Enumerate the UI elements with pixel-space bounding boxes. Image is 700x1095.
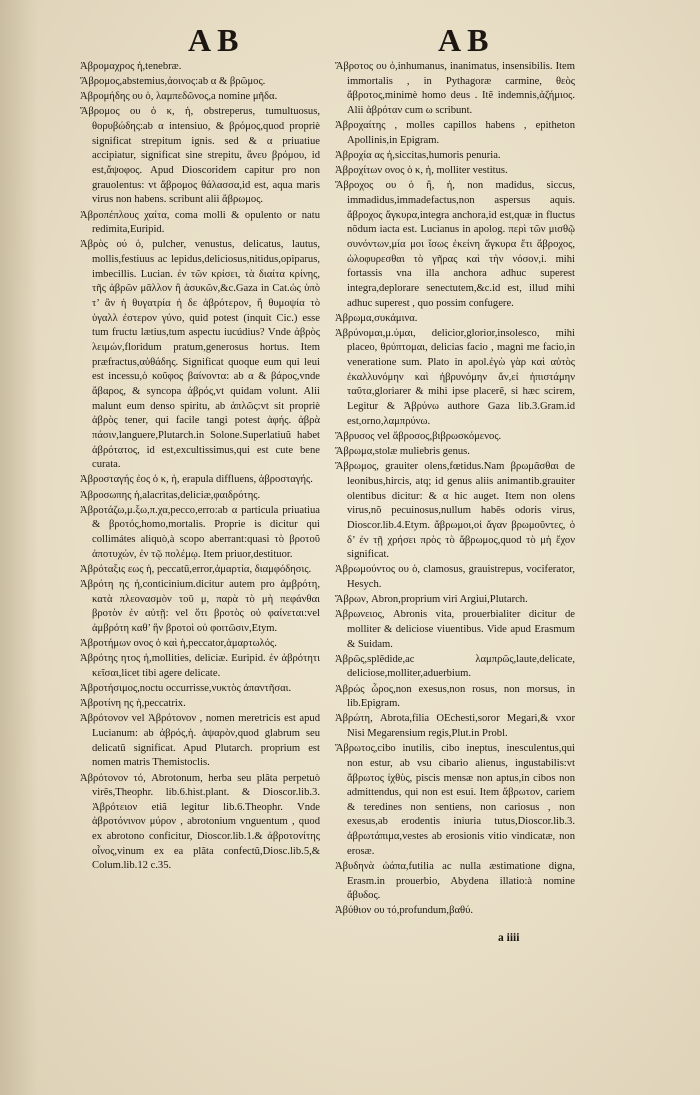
dictionary-entry: Ἀβροτήμων ονος ὁ καὶ ἡ,peccator,ἁμαρτωλός. (80, 638, 277, 650)
dictionary-entry: Ἀβρύνομαι,μ.ύμαι, delicior,glorior,insolesco, mihi placeo, θρύπτομαι, delicias facio , magni me facio,in veneratione sum. Plato in apol.ἐγὼ γὰρ καὶ αὐτὸς ἐκαλλυνόμην καὶ ἡβρυνόμην ἄν,εἰ ἠπιστάμην ταῦτα,gloriarer & mihi ipse placerẽ, si hæc scirem, Legitur & Ἀβρύνω authore Gaza lib.3.Gram.id est,orno,λαμπρύνω. (335, 327, 575, 427)
dictionary-entry: Ἄβρομος ου ὁ κ, ἡ, obstreperus, tumultuosus, θορυβώδης:ab α intensiuo, & βρόμος,quod propriè significat strepitum ignis. sed & α priuatiue accipiatur, significat sine strepitu, ἄνευ βρόμου, id est,ἄψοφος. Apud Dioscoridem capitur pro non grauolentus: vt ἄβρομος θάλασσα,id est, aqua maris virus non habens. scribunt alii ἄβρωμος. (80, 106, 320, 206)
column-header-right: AB (438, 22, 495, 58)
dictionary-entry: Ἀβρότης ητος ἡ,mollities, deliciæ. Euripid. ἐν ἀβρότητι κεῖσαι,licet tibi agere delicate. (80, 653, 320, 679)
dictionary-entry: Ἀβρωμα,συκάμινα. (335, 312, 418, 324)
column-header-left: AB (188, 22, 245, 58)
dictionary-entry: Ἀβρωνειος, Abronis vita, prouerbialiter dicitur de molliter & deliciose viuentibus. Vide apud Erasmum & Suidam. (335, 609, 575, 650)
dictionary-entry: Ἀβρομαχρος ἡ,tenebræ. (80, 61, 182, 72)
dictionary-entry: Ἀβροτήσιμος,noctu occurrisse,νυκτὸς ἀπαντῆσαι. (80, 683, 292, 695)
dictionary-entry: Ἀβρώς ὦρος,non exesus,non rosus, non morsus, in lib.Epigram. (335, 683, 575, 710)
dictionary-entry: Ἄβροχος ου ὁ ἢ, ἡ, non madidus, siccus, immadidus,immadefactus,non aspersus aquis. ἄβροχος ἄγκυρα,integra anchora,id est,quæ in fluctus nõdum iacta est. Lucianus in apolog. περὶ τῶν μισθῷ συνόντων,μία μοι ἴσως ἐκείνη ἄγκυρα ἔτι ἄβροχος, ὡλοφυρεσθαι τὸ γῆρας καὶ τὴν νόσον,i. mihi fortassis vna illa anchora adhuc superest integra,deplorare senectutem,&c.id est, illud mihi adhuc superest , quo possim confugere. (335, 180, 575, 309)
right-column (335, 60, 575, 920)
dictionary-entry: Ἀβρότονον vel Ἀβρότονον , nomen meretricis est apud Lucianum: ab ἀβρός,ἡ. ἁψαρὸν,quod glabrum seu delicatũ significat. Apud Plutarch. proprium est nomen matris Themistoclis. (80, 713, 320, 769)
dictionary-entry: Ἄβρωμος, grauiter olens,fœtidus.Nam βρωμᾶσθαι de leonibus,hircis, atq; id genus aliis animantib.grauiter olentibus dicitur: & α hic auget. Item non olens virus,nõ pecuinosus,nullum habẽs odoris virus, Dioscor.lib.4.Etym. ἄβρωμοι,οἱ ἄγαν βρωμοῦντες, ὁ δ’ ἐν τῇ χρήσει πρὸς τὸ ἄβρωμος,quod τὸ μὴ ἔχον significat. (335, 461, 575, 561)
dictionary-entry: Ἄβρυσος vel ἄβροσος,βιβρωσκόμενος. (335, 430, 502, 442)
dictionary-entry: Ἀβρωμούντος ου ὁ, clamosus, grauistrepus, vociferator, Hesych. (335, 564, 575, 590)
dictionary-entry: Ἄβρωτος,cibo inutilis, cibo ineptus, inesculentus,qui non estur, ab vsu cibario alienus, ingustabilis:vt ἄβρωτος ἰχθὺς, piscis mensæ non aptus,in cibos non admittendus, qui non est esui. Item ἄβρωτον, cariem & teredines non sentiens, non cariosus , non exesus,ab erodentis iniuria tutus,Dioscor.lib.3. ἀβρωτάπιμα,vestes ab erosionis vitio vindicatæ, non erosæ. (335, 743, 575, 857)
dictionary-entry: Ἀβροσταγής ἐος ὁ κ, ἡ, erapula diffluens, ἀβροσταγής. (80, 474, 313, 486)
dictionary-entry: Ἄβρων, Abron,proprium viri Argiui,Plutarch. (335, 594, 528, 606)
dictionary-entry: Ἀβροχαίτης , molles capillos habens , epitheton Apollinis,in Epigram. (335, 120, 575, 146)
signature-mark: a iiii (498, 932, 520, 944)
dictionary-entry: Ἄβρομος,abstemius,ἀοινος:ab α & βρῶμος. (80, 76, 266, 88)
dictionary-entry: Ἄβρωμα,stolæ muliebris genus. (335, 446, 470, 458)
dictionary-entry: Ἀβρομήδης ου ὁ, λαμπεδῶνος,a nomine μῆδα. (80, 91, 278, 103)
dictionary-entry: Ἀβρότη ης ἡ,conticinium.dicitur autem pro ἀμβρότη, κατὰ πλεονασμὸν τοῦ μ, παρὰ τὸ μὴ πεφάνθαι βροτὸν ἐν αὐτῇ: vel ὅτι βροτὸς οὐ φαίνεται:vel ἀμβρότη καθ’ ἣν βροτοὶ οὐ φοιτῶσιν,Etym. (80, 578, 320, 634)
dictionary-entry: Ἀβροχία ας ἡ,siccitas,humoris penuria. (335, 149, 501, 161)
dictionary-entry: Ἀβροπέπλους χαίτα, coma molli & opulento or natu redimita,Euripid. (80, 209, 320, 236)
dictionary-entry: Ἀβροτίνη ης ἡ,peccatrix. (80, 698, 186, 710)
left-column (80, 60, 320, 875)
dictionary-entry: Ἄβροτος ου ὁ,inhumanus, inanimatus, insensibilis. Item immortalis , in Pythagoræ carmine, θεὸς ἄβροτος,minimè homo deus . Itẽ indemnis,ἀζήμιος. Alii ἀβρόταν cum ω scribunt. (335, 61, 575, 116)
dictionary-entry: Ἀβύθιον ου τό,profundum,βαθύ. (335, 905, 473, 917)
dictionary-entry: Ἀβρόταξις εως ἡ, peccatũ,error,ἁμαρτία, διαμφόδησις. (80, 563, 312, 575)
dictionary-entry: Ἀβροσωπης ἡ,alacritas,deliciæ,φαιδρότης. (80, 489, 261, 501)
dictionary-entry: Ἀβρὸς ού ὁ, pulcher, venustus, delicatus, lautus, mollis,festiuus ac lepidus,deliciosus,nitidus,opiparus, imbecillis. Lucian. ἐν τῶν κρίσει, τὰ διαίτα κρίνης, τῆς ἀβρῶν μᾶλλον ἢ ἀσυκῶν,&c.Gaza in Cat.ὡς ὑπὸ τ’ ἂν ἡ θυγατρία ἡ δε ἀβρότερον, ἢ θυμοψία τὸ ὑγαλλ ἐστερον γύνο, quid potest (inquit Cic.) esse tum fructu lætius,tum aspectu iucúdius? Vnde ἀβρὸς λειμών,floridum pratum,generosus hortus. Item præfractus,αὐθάδης. Significat quoque eum qui leui est incessu,ὁ κοῦφος βαίνοντα: ab α & βάρος,vnde ἄβαρος, & syncopa ἀβρός,vt quidam volunt. Alii malunt eum denso spiritu, ab ἁπλῶς:vt sit propriè ἀβρὸς tener, qui facile tangi potest ἀφής. ἀβρὰ πάσιν,languere,Plutarch.in Solone.Superlatiuũ habet ἀβρότατος, id est,excultissimus,qui est cute bene curata. (80, 239, 320, 471)
dictionary-entry: Ἀβρότονον τό, Abrotonum, herba seu plãta perpetuò virẽs,Theophr. lib.6.hist.plant. & Dioscor.lib.3. Ἀβρότειον etiã legitur lib.6.Theophr. Vnde ἀβροτόνινον μύρον , abrotonium vnguentum , quod ex abrotono conficitur, Dioscor.lib.1.& ἀβροτονίτης οἶνος,vinum ex ea plãta confectũ,Diosc.lib.5,& Colum.lib.12 c.35. (80, 772, 320, 872)
dictionary-entry: Ἀβροτάζω,μ.ξω,π.χα,pecco,erro:ab α particula priuatiua & βροτός,homo,mortalis. Proprie is dicitur qui collimátes aliquò,à scopo aberrant:quasi τὸ βροτοῦ ἀποτυχών, ἐν τῷ πολέμῳ. Item priuor,destituor. (80, 504, 320, 560)
dictionary-entry: Ἀβρώτη, Abrota,filia OEchesti,soror Megari,& vxor Nisi Megarensium regis,Plut.in Probl. (335, 713, 575, 740)
dictionary-entry: Ἀβυδηνὰ ὠάπα,futilia ac nulla æstimatione digna, Erasm.in prouerbio, Abydena illatio:à nomine ἄβυδος. (335, 860, 575, 902)
dictionary-entry: Ἀβροχίτων ονος ὁ κ, ἡ, molliter vestitus. (335, 165, 508, 177)
dictionary-entry: Ἀβρῶς,splẽdide,ac λαμπρῶς,laute,delicate, deliciose,molliter,aduerbium. (335, 653, 575, 680)
